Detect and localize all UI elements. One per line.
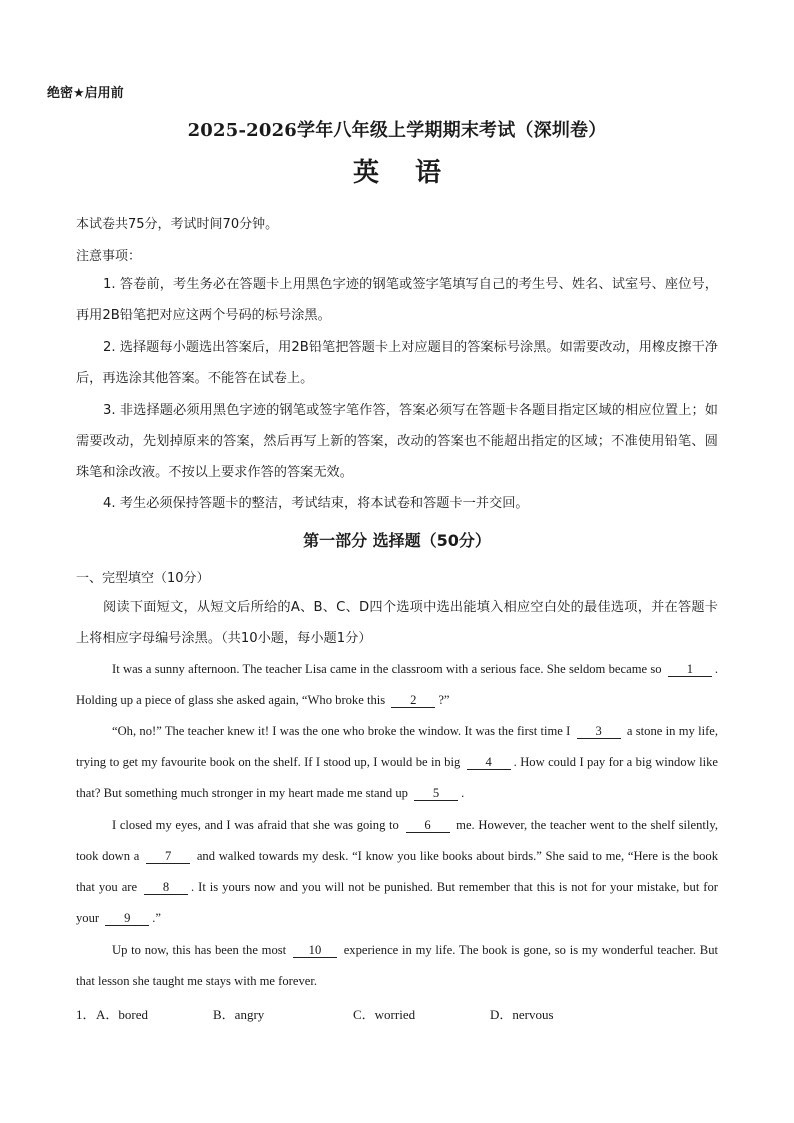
blank-5: 5 <box>414 786 458 801</box>
passage-text: experience in my life. The book is gone, so is my wonderful teacher. But that lesson she taught me stays with me forever. <box>76 943 718 988</box>
passage-text: ?” <box>438 693 450 707</box>
blank-4: 4 <box>467 755 511 770</box>
option-a: A．bored <box>96 1007 148 1022</box>
cloze-section-label: 一、完型填空（10分） <box>76 571 210 586</box>
subject-title: 英语 <box>352 158 477 188</box>
passage-text: “Oh, no!” The teacher knew it! I was the one who broke the window. It was the first time I <box>112 724 571 738</box>
note-2: 2. 选择题每小题选出答案后，用2B铅笔把答题卡上对应题目的答案标号涂黑。如需要改动，用橡皮擦干净后，再选涂其他答案。不能答在试卷上。 <box>76 340 718 386</box>
cloze-instructions: 阅读下面短文，从短文后所给的A、B、C、D四个选项中选出能填入相应空白处的最佳选项，并在答题卡上将相应字母编号涂黑。（共10小题，每小题1分） <box>76 600 718 646</box>
passage-text: I closed my eyes, and I was afraid that she was going to <box>112 818 399 832</box>
passage-paragraph-3 <box>76 810 718 934</box>
passage-text: Up to now, this has been the most <box>112 943 287 957</box>
passage-text: . How could I pay for a big window like that? But something much stronger in my heart made me stand up <box>76 755 718 800</box>
blank-2: 2 <box>391 693 435 708</box>
part1-title: 第一部分 选择题（50分） <box>303 531 491 550</box>
passage-paragraph-2 <box>76 716 718 809</box>
passage-text: It was a sunny afternoon. The teacher Lisa came in the classroom with a serious face. She seldom became so <box>112 662 662 676</box>
blank-6: 6 <box>406 818 450 833</box>
option-d: D．nervous <box>490 1007 554 1022</box>
option-b: B．angry <box>213 1007 265 1022</box>
blank-1: 1 <box>668 662 712 677</box>
blank-10: 10 <box>293 943 337 958</box>
passage-text: a stone in my life, trying to get my favourite book on the shelf. If I stood up, I would be in big <box>76 724 718 769</box>
passage-text: me. However, the teacher went to the shelf silently, took down a <box>76 818 718 863</box>
question-number: 1． <box>76 1007 96 1022</box>
note-3: 3. 非选择题必须用黑色字迹的钢笔或签字笔作答，答案必须写在答题卡各题目指定区域的相应位置上；如需要改动，先划掉原来的答案，然后再写上新的答案，改动的答案也不能超出指定的区域；不准使用铅笔、圆珠笔和涂改液。不按以上要求作答的答案无效。 <box>76 403 718 480</box>
blank-9: 9 <box>105 911 149 926</box>
notes-label: 注意事项： <box>76 249 142 264</box>
score-time-line: 本试卷共75分，考试时间70分钟。 <box>76 217 279 232</box>
confidential-mark: 绝密★启用前 <box>47 86 124 101</box>
note-4: 4. 考生必须保持答题卡的整洁，考试结束，将本试卷和答题卡一并交回。 <box>103 496 529 511</box>
passage-text: . It is yours now and you will not be punished. But remember that this is not for your mistake, but for your <box>76 880 718 925</box>
blank-7: 7 <box>146 849 190 864</box>
passage-paragraph-4 <box>76 935 718 997</box>
passage-text: and walked towards my desk. “I know you like books about birds.” She said to me, “Here is the book that you are <box>76 849 719 894</box>
blank-3: 3 <box>577 724 621 739</box>
passage-text: . <box>461 786 465 800</box>
passage-text: .” <box>152 911 161 925</box>
exam-title: 2025-2026学年八年级上学期期末考试（深圳卷） <box>187 120 607 141</box>
blank-8: 8 <box>144 880 188 895</box>
passage-text: . Holding up a piece of glass she asked again, “Who broke this <box>76 662 718 707</box>
option-c: C．worried <box>353 1007 416 1022</box>
passage-paragraph-1 <box>76 654 718 716</box>
note-1: 1. 答卷前，考生务必在答题卡上用黑色字迹的钢笔或签字笔填写自己的考生号、姓名、试室号、座位号，再用2B铅笔把对应这两个号码的标号涂黑。 <box>76 277 718 323</box>
